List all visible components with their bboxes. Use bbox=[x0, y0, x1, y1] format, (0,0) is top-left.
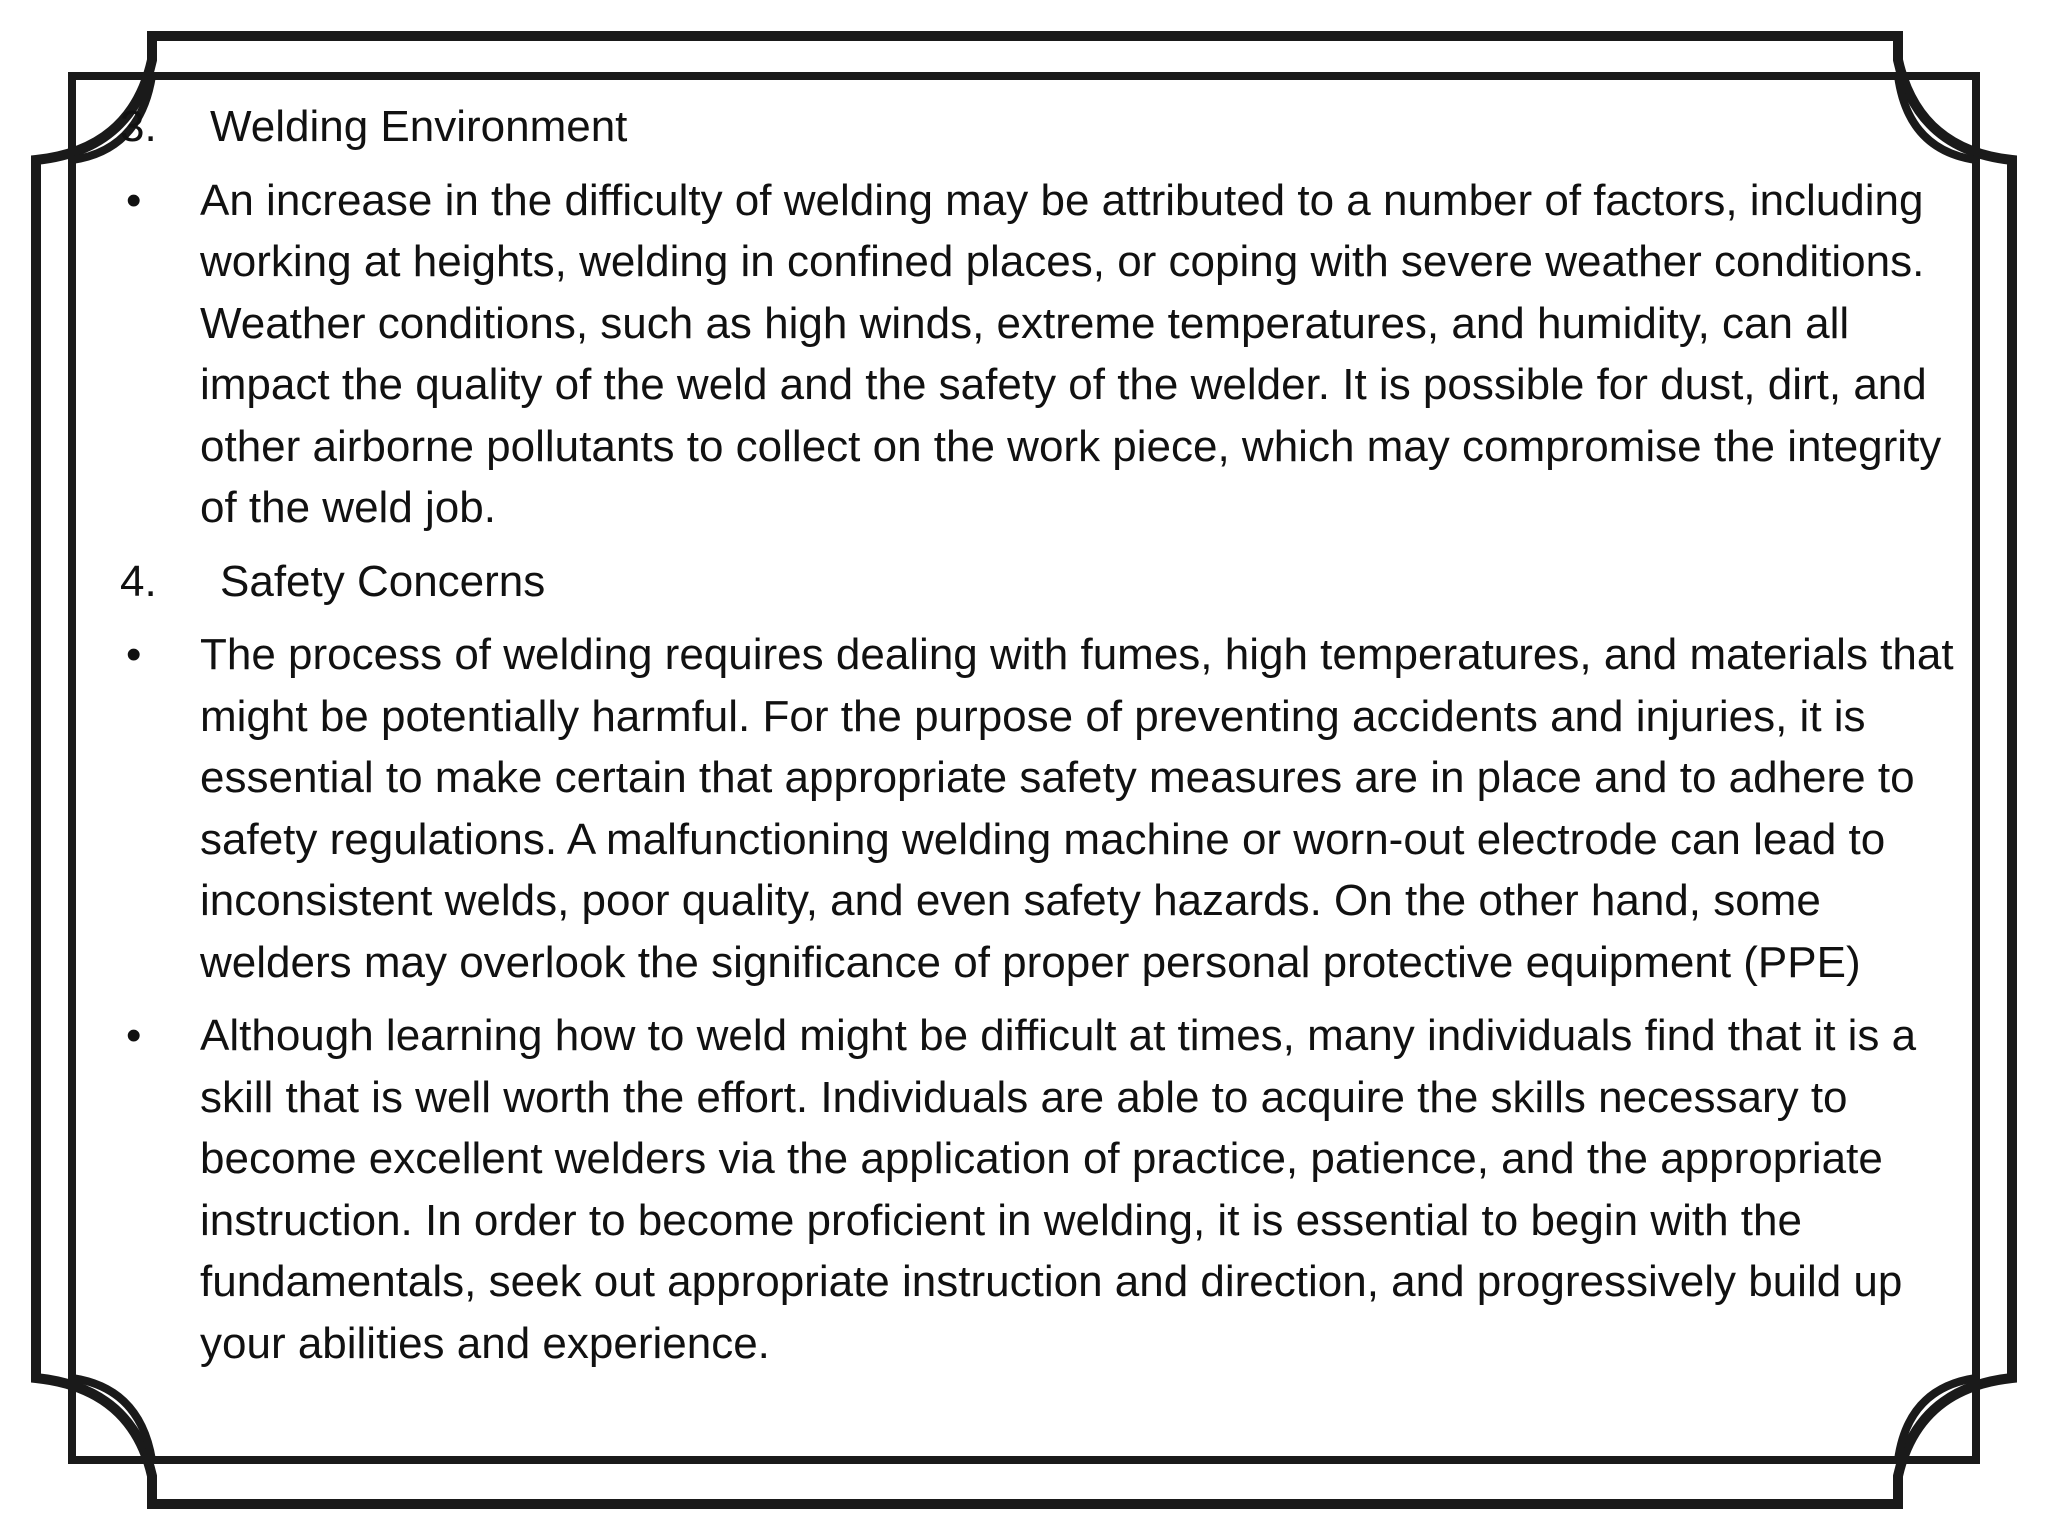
section-heading-safety-concerns bbox=[120, 551, 1960, 613]
bullet-paragraph: The process of welding requires dealing with fumes, high temperatures, and materials that might be potentially harmful. For the purpose of preventing accidents and injuries, it is essential to make certain that appropriate safety measures are in place and to adhere to safety regulations. A malfunctioning welding machine or worn-out electrode can lead to inconsistent welds, poor quality, and even safety hazards. On the other hand, some welders may overlook the significance of proper personal protective equipment (PPE) bbox=[200, 630, 1954, 987]
bullet-item bbox=[120, 170, 1960, 539]
section-title: Welding Environment bbox=[210, 102, 628, 151]
bullet-item bbox=[120, 1005, 1960, 1374]
bullet-marker: • bbox=[126, 175, 142, 225]
bullet-item bbox=[120, 624, 1960, 993]
bullet-marker: • bbox=[126, 630, 142, 679]
bullet-paragraph: Although learning how to weld might be difficult at times, many individuals find that it is a skill that is well worth the effort. Individuals are able to acquire the skills necessary to become excellent welders via the application of practice, patience, and the appropriate instruction. In order to become proficient in welding, it is essential to begin with the fundamentals, seek out appropriate instruction and direction, and progressively build up your abilities and experience. bbox=[200, 1011, 1917, 1368]
document-content bbox=[120, 96, 1960, 1386]
section-number: 4. bbox=[120, 556, 157, 606]
section-number: 3. bbox=[120, 102, 157, 151]
section-heading-welding-environment bbox=[120, 96, 1960, 158]
bullet-marker: • bbox=[126, 1011, 142, 1060]
section-title: Safety Concerns bbox=[220, 556, 546, 606]
bullet-paragraph: An increase in the difficulty of welding may be attributed to a number of factors, including working at heights, welding in confined places, or coping with severe weather conditions. Weather conditions, such as high winds, extreme temperatures, and humidity, can all impact the quality of the weld and the safety of the welder. It is possible for dust, dirt, and other airborne pollutants to collect on the work piece, which may compromise the integrity of the weld job. bbox=[200, 175, 1942, 532]
